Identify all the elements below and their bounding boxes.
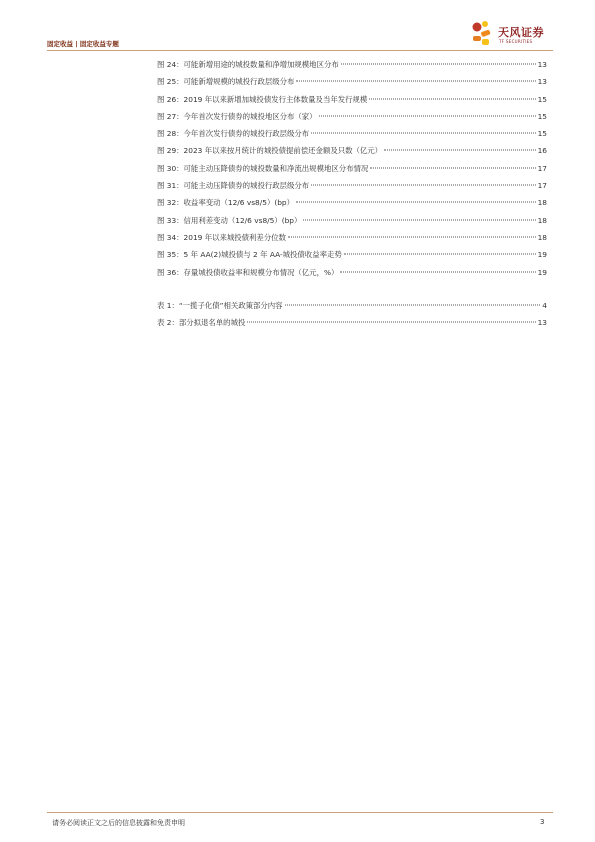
dot-leader [311, 185, 535, 186]
toc-figure-entry[interactable] [157, 56, 547, 73]
toc-entry-page: 19 [537, 250, 547, 260]
dot-leader [303, 219, 535, 220]
toc-entry-page: 13 [537, 318, 547, 328]
company-logo [468, 19, 558, 51]
toc-entry-page: 15 [537, 129, 547, 139]
toc-entry-title: 图 27：今年首次发行债券的城投地区分布（家） [157, 111, 317, 121]
header-section-label: 固定收益 | 固定收益专题 [47, 40, 119, 48]
toc-entry-page: 16 [537, 146, 547, 156]
dot-leader [319, 115, 536, 116]
toc-entry-title: 图 31：可能主动压降债券的城投行政层级分布 [157, 181, 310, 191]
footer-rule [47, 812, 553, 813]
page-number: 3 [540, 818, 545, 826]
dot-leader [296, 81, 535, 82]
toc-entry-title: 图 36：存量城投债收益率和规模分布情况（亿元，%） [157, 267, 339, 277]
toc-figure-entry[interactable] [157, 229, 547, 246]
toc-entry-page: 18 [537, 232, 547, 242]
toc-figure-entry[interactable] [157, 177, 547, 194]
toc-entry-title: 表 2：部分拟退名单的城投 [157, 318, 246, 328]
toc-figure-entry[interactable] [157, 246, 547, 263]
toc-table-entry[interactable] [157, 297, 547, 314]
logo-english-name: TF SECURITIES [499, 39, 533, 44]
toc-entry-title: 图 26：2019 年以来新增加城投债发行主体数量及当年发行规模 [157, 94, 368, 104]
toc-figure-entry[interactable] [157, 73, 547, 90]
dot-leader [341, 64, 536, 65]
toc-entry-page: 13 [537, 60, 547, 69]
toc-entry-title: 表 1：“一揽子化债”相关政策部分内容 [157, 300, 283, 310]
toc-entry-page: 18 [537, 215, 547, 225]
dot-leader [370, 167, 535, 168]
toc-figure-entry[interactable] [157, 212, 547, 229]
toc-entry-title: 图 33：信用利差变动（12/6 vs8/5）(bp） [157, 215, 302, 225]
toc-entry-title: 图 34：2019 年以来城投债利差分位数 [157, 232, 286, 242]
list-gap [157, 281, 547, 297]
toc-entry-page: 15 [537, 111, 547, 121]
toc-figure-entry[interactable] [157, 125, 547, 142]
toc-entry-title: 图 24：可能新增用途的城投数量和净增加规模地区分布 [157, 60, 339, 69]
table-of-contents [157, 56, 547, 331]
dot-leader [311, 133, 535, 134]
toc-entry-page: 17 [537, 163, 547, 173]
toc-table-entry[interactable] [157, 314, 547, 331]
toc-figure-entry[interactable] [157, 194, 547, 211]
toc-figure-entry[interactable] [157, 160, 547, 177]
dot-leader [344, 254, 536, 255]
dot-leader [384, 150, 536, 151]
toc-entry-page: 19 [537, 267, 547, 277]
footer-disclaimer: 请务必阅读正文之后的信息披露和免责申明 [52, 819, 185, 827]
dot-leader [296, 202, 536, 203]
dot-leader [285, 304, 541, 305]
toc-entry-title: 图 28：今年首次发行债券的城投行政层级分布 [157, 129, 310, 139]
header-rule [47, 50, 553, 51]
toc-figure-entry[interactable] [157, 91, 547, 108]
toc-entry-page: 18 [537, 198, 547, 208]
toc-figure-entry[interactable] [157, 142, 547, 159]
dot-leader [369, 98, 535, 99]
toc-figure-entry[interactable] [157, 108, 547, 125]
toc-figure-entry[interactable] [157, 264, 547, 281]
toc-entry-title: 图 25：可能新增规模的城投行政层级分布 [157, 77, 295, 87]
toc-entry-title: 图 30：可能主动压降债券的城投数量和净流出规模地区分布情况 [157, 163, 369, 173]
toc-entry-page: 13 [537, 77, 547, 87]
toc-entry-page: 4 [542, 300, 547, 310]
table-list [157, 297, 547, 332]
toc-entry-page: 17 [537, 181, 547, 191]
toc-entry-title: 图 29：2023 年以来按月统计的城投债提前偿还金额及只数（亿元） [157, 146, 383, 156]
tf-logo-icon [468, 19, 498, 49]
toc-entry-page: 15 [537, 94, 547, 104]
toc-entry-title: 图 35：5 年 AA(2)城投债与 2 年 AA-城投债收益率走势 [157, 250, 342, 260]
dot-leader [288, 236, 536, 237]
figure-list [157, 56, 547, 281]
toc-entry-title: 图 32：收益率变动（12/6 vs8/5）(bp） [157, 198, 294, 208]
dot-leader [247, 322, 535, 323]
logo-name: 天风证券 [498, 26, 544, 39]
dot-leader [340, 271, 535, 272]
